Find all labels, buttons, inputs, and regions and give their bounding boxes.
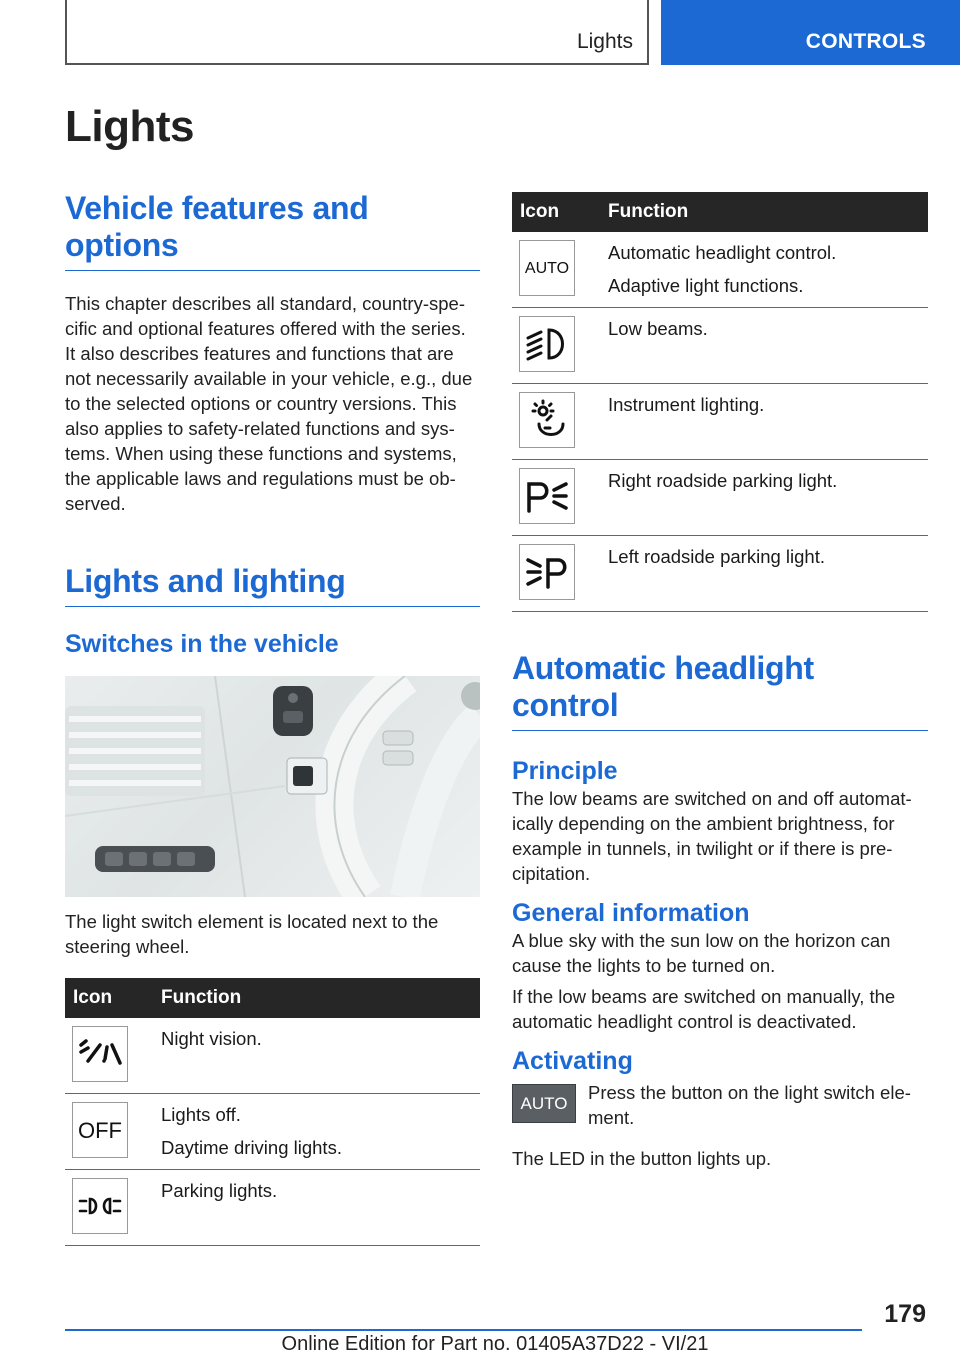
switch-caption: The light switch element is located next to the steering wheel. xyxy=(65,911,439,957)
general-info-heading: General information xyxy=(512,899,750,927)
table-row xyxy=(512,308,928,384)
col-function-header: Function xyxy=(153,978,480,1018)
left-icon-table xyxy=(65,978,480,1246)
row-function-text: Parking lights. xyxy=(161,1180,278,1201)
left-parking-light-icon xyxy=(519,544,575,600)
off-icon: OFF xyxy=(72,1102,128,1158)
steering-wheel-illustration xyxy=(65,676,480,897)
col-icon-header: Icon xyxy=(512,192,600,232)
footer-divider xyxy=(65,1329,862,1331)
table-row xyxy=(512,232,928,308)
lights-and-lighting-heading: Lights and lighting xyxy=(65,563,480,607)
auto-icon: AUTO xyxy=(519,240,575,296)
table-row xyxy=(512,384,928,460)
row-function-text: Left roadside parking light. xyxy=(608,546,825,567)
col-icon-header: Icon xyxy=(65,978,153,1018)
header-chapter-tab xyxy=(661,0,960,65)
light-switch-photo xyxy=(65,676,480,897)
row-function-text-2: Daytime driving lights. xyxy=(161,1137,342,1158)
row-function-text: Right roadside parking light. xyxy=(608,470,838,491)
switches-heading: Switches in the vehicle xyxy=(65,630,339,658)
row-function-text: Instrument lighting. xyxy=(608,394,765,415)
activating-heading: Activating xyxy=(512,1047,633,1075)
table-row xyxy=(512,460,928,536)
parking-lights-icon xyxy=(72,1178,128,1234)
instrument-lighting-icon xyxy=(519,392,575,448)
table-row xyxy=(65,1094,480,1170)
col-function-header: Function xyxy=(600,192,928,232)
activating-body: Press the button on the light switch ele-ment. xyxy=(588,1082,911,1128)
row-function-text: Automatic headlight control. xyxy=(608,242,837,263)
activating-row xyxy=(512,1080,928,1130)
general-info-body-1: A blue sky with the sun low on the horizon can cause the lights to be turned on. xyxy=(512,930,891,976)
principle-body: The low beams are switched on and off automat-ically depending on the ambient brightness, for example in tunnels, in twilight or if there is pre-cipitation. xyxy=(512,788,912,884)
led-body: The LED in the button lights up. xyxy=(512,1148,772,1169)
right-column xyxy=(512,192,928,1171)
table-row xyxy=(65,1018,480,1094)
header-section-label: Lights xyxy=(576,30,633,53)
right-icon-table xyxy=(512,192,928,612)
vehicle-features-heading: Vehicle features and options xyxy=(65,190,480,271)
table-row xyxy=(512,536,928,612)
vehicle-features-body: This chapter describes all standard, country-spe-cific and optional features offered with the series. It also describes features and functions that are not necessarily available in your vehicle, e.g., due to the selected options or country versions. This also applies to safety-related functions and sys-tems. When using these functions and systems, the applicable laws and regulations must be ob-served. xyxy=(65,293,473,514)
row-function-text-2: Adaptive light functions. xyxy=(608,275,804,296)
footer-edition: Online Edition for Part no. 01405A37D22 - VI/21 xyxy=(281,1333,709,1355)
left-column xyxy=(65,100,480,1246)
row-function-text: Lights off. xyxy=(161,1104,241,1125)
night-vision-icon xyxy=(72,1026,128,1082)
general-info-body-2: If the low beams are switched on manually, the automatic headlight control is deactivated. xyxy=(512,986,896,1032)
page-number: 179 xyxy=(884,1300,926,1328)
low-beams-icon xyxy=(519,316,575,372)
right-parking-light-icon xyxy=(519,468,575,524)
page-title: Lights xyxy=(65,102,194,151)
table-row xyxy=(65,1170,480,1246)
principle-heading: Principle xyxy=(512,757,618,785)
auto-headlight-heading: Automatic headlight control xyxy=(512,650,928,731)
row-function-text: Low beams. xyxy=(608,318,708,339)
header-section-tab xyxy=(65,0,649,65)
auto-button-icon: AUTO xyxy=(512,1084,576,1123)
header-chapter-label: CONTROLS xyxy=(805,30,926,53)
row-function-text: Night vision. xyxy=(161,1028,262,1049)
